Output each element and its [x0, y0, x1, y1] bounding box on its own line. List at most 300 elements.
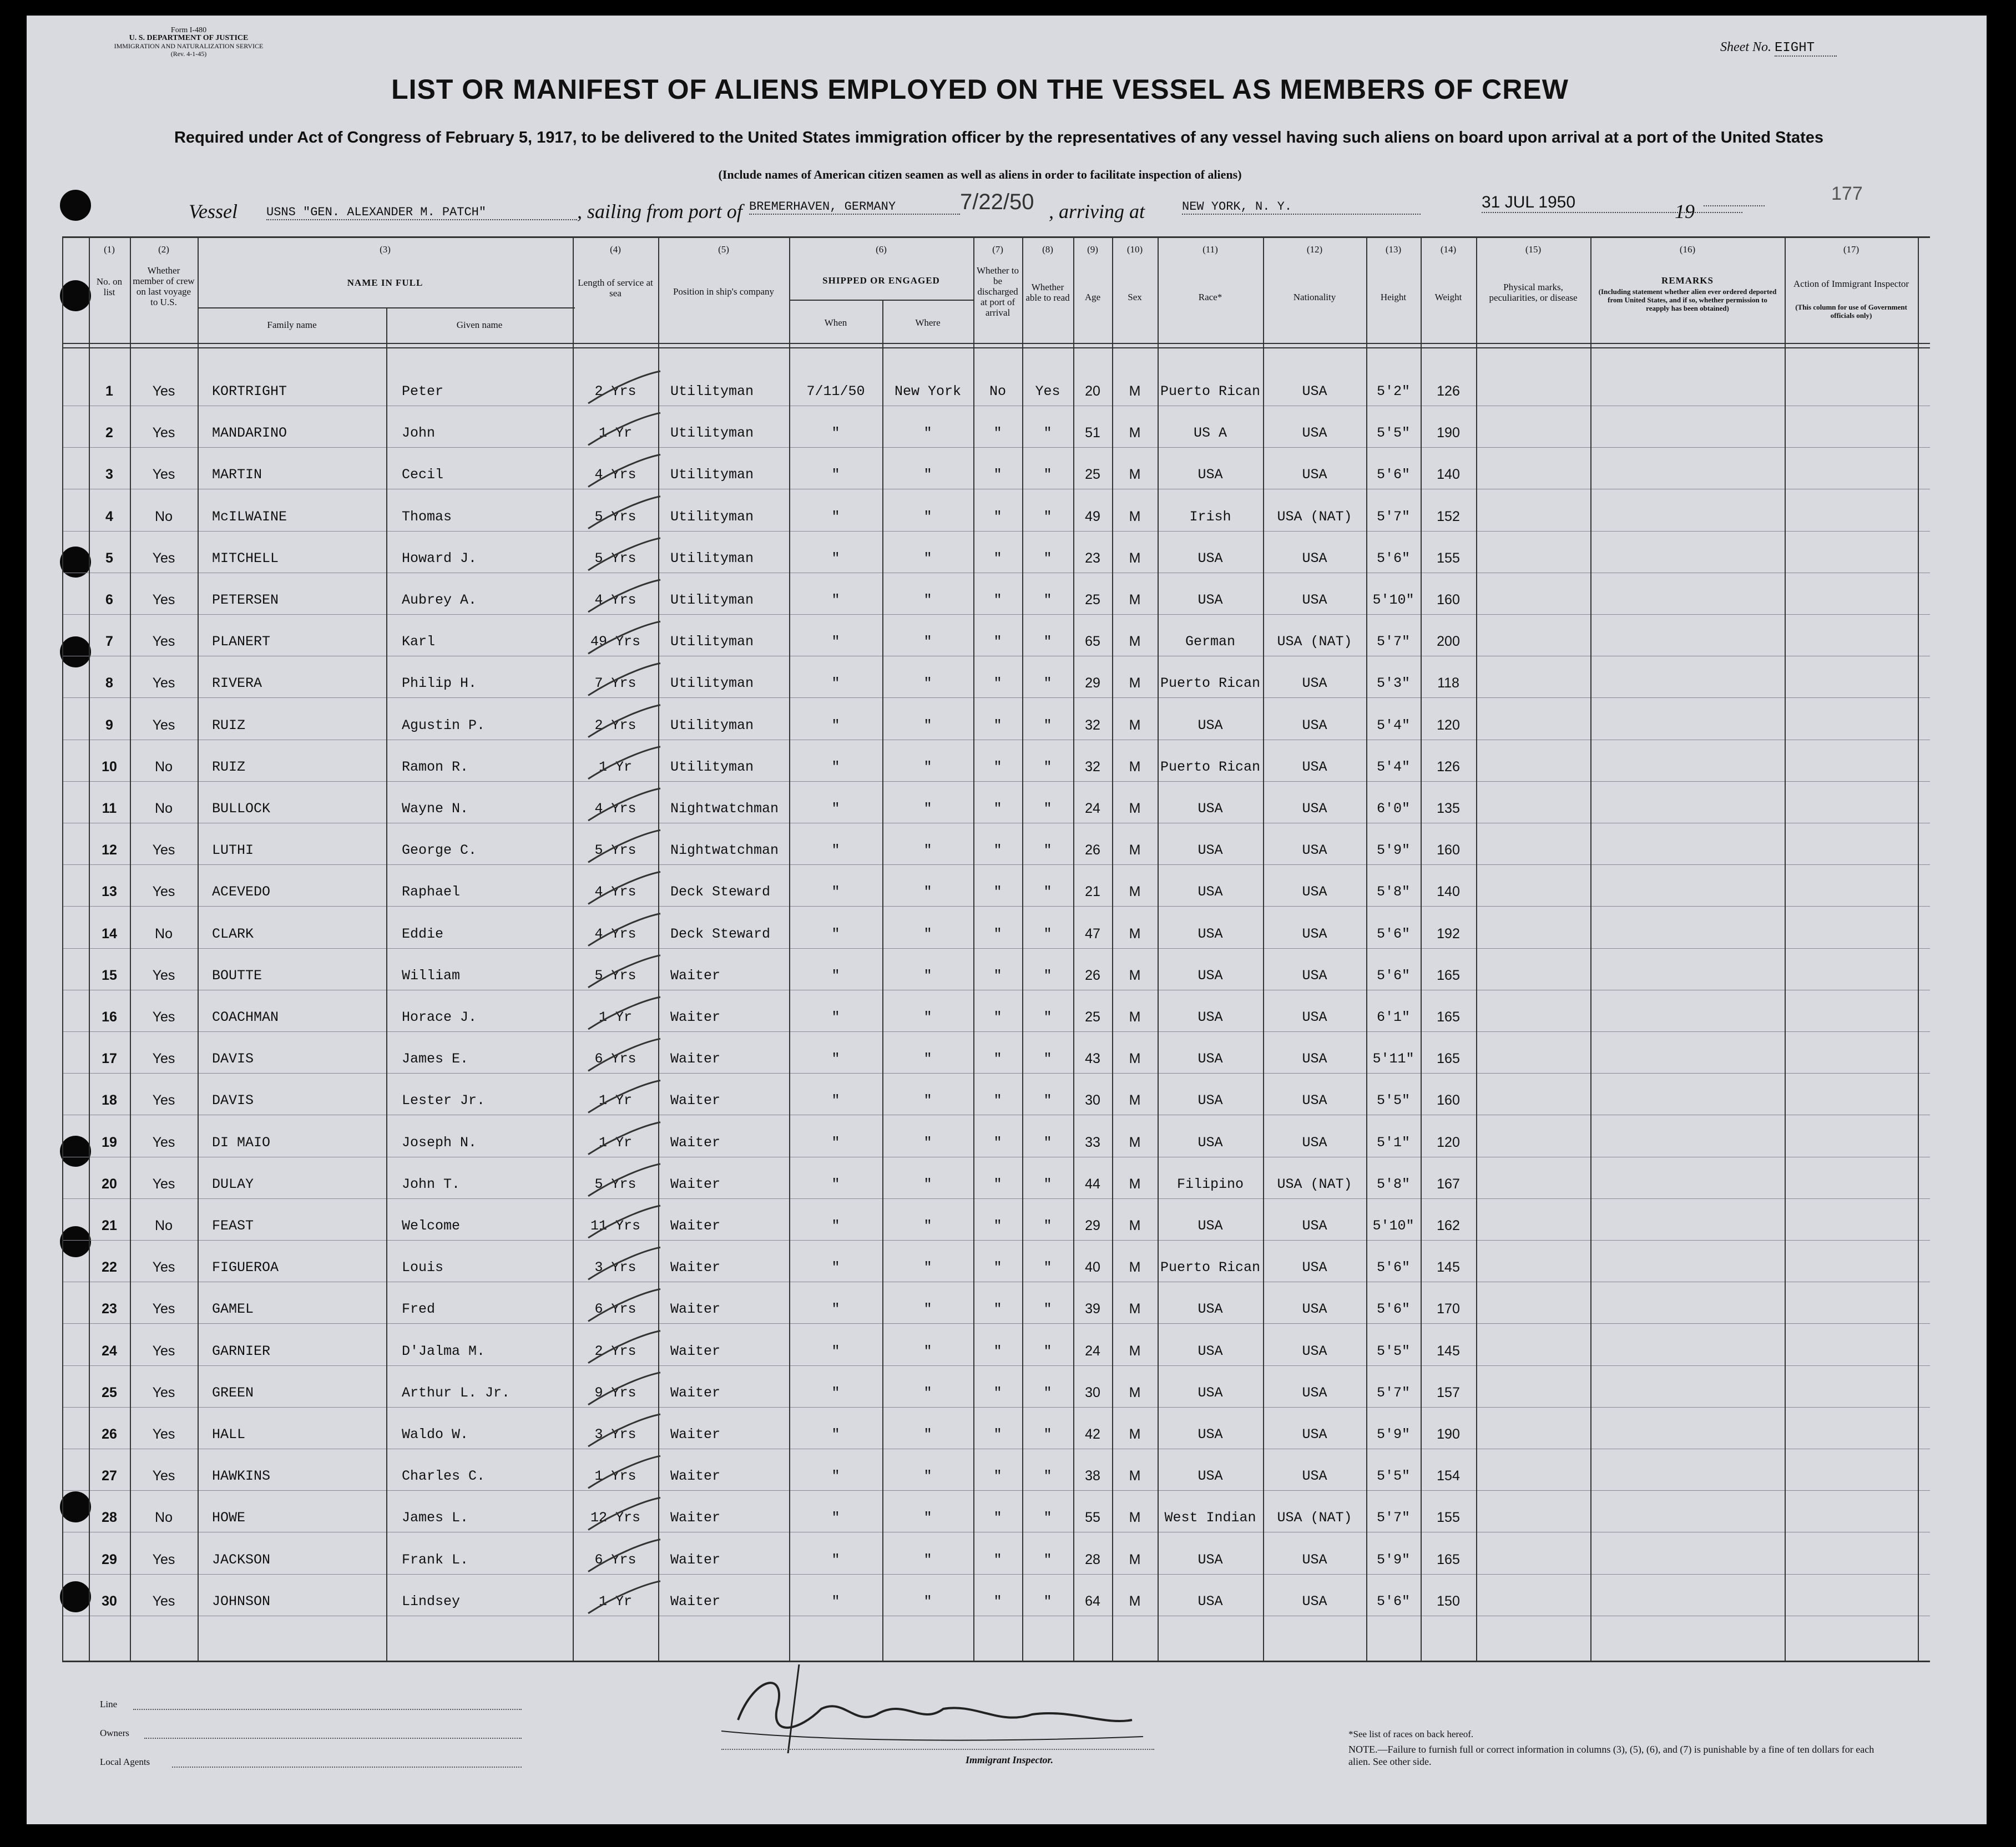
- cell-read: ": [1043, 801, 1052, 817]
- cell-race: USA: [1198, 1384, 1223, 1401]
- cell-family-name: FEAST: [212, 1218, 254, 1234]
- cell-member: Yes: [152, 383, 175, 399]
- cell-service: 12 Yrs: [590, 1510, 640, 1526]
- cell-where: ": [923, 634, 932, 650]
- cell-when: ": [831, 467, 840, 483]
- line-label: Line: [100, 1699, 118, 1709]
- cell-discharged: ": [993, 1009, 1002, 1025]
- cell-sex: M: [1129, 1051, 1141, 1067]
- cell-weight: 145: [1437, 1343, 1460, 1359]
- binder-hole: [60, 1226, 91, 1257]
- cell-when: ": [831, 1134, 840, 1151]
- inspector-label: Immigrant Inspector.: [966, 1754, 1054, 1765]
- cell-position: Waiter: [670, 1384, 721, 1401]
- cell-nationality: USA: [1302, 967, 1327, 984]
- cell-weight: 126: [1437, 758, 1460, 775]
- cell-weight: 120: [1437, 1134, 1460, 1150]
- hdr-action: Action of Immigrant Inspector: [1793, 279, 1909, 289]
- cell-discharged: ": [993, 592, 1002, 608]
- cell-weight: 155: [1437, 1510, 1460, 1526]
- cell-height: 5'4": [1376, 717, 1410, 733]
- penalty-note: NOTE.—Failure to furnish full or correct information in columns (3), (5), (6), and (7) is punishable by a fine of ten dollars for each alien. See other side.: [1348, 1744, 1874, 1767]
- cell-no: 20: [102, 1176, 117, 1192]
- cell-age: 64: [1085, 1593, 1100, 1609]
- cell-height: 5'6": [1376, 1259, 1410, 1276]
- cell-where: ": [923, 842, 932, 859]
- cell-no: 29: [102, 1551, 117, 1567]
- cell-age: 29: [1085, 675, 1100, 691]
- cell-height: 5'7": [1376, 1384, 1410, 1401]
- cell-member: No: [155, 801, 173, 816]
- cell-given-name: John T.: [402, 1176, 461, 1192]
- cell-service: 1 Yrs: [594, 1468, 636, 1485]
- cell-when: ": [831, 1426, 840, 1443]
- cell-height: 5'3": [1376, 675, 1410, 692]
- binder-hole: [60, 546, 91, 578]
- cell-when: ": [831, 592, 840, 608]
- cell-height: 5'11": [1372, 1051, 1414, 1067]
- arriving-label: , arriving at: [1049, 200, 1145, 222]
- cell-age: 47: [1085, 925, 1100, 942]
- binder-hole: [60, 190, 91, 221]
- cell-discharged: ": [993, 467, 1002, 483]
- cell-where: ": [923, 1426, 932, 1443]
- cell-family-name: LUTHI: [212, 842, 254, 859]
- cell-discharged: ": [993, 1551, 1002, 1568]
- cell-service: 4 Yrs: [594, 467, 636, 483]
- cell-given-name: Agustin P.: [402, 717, 486, 733]
- cell-weight: 165: [1437, 967, 1460, 983]
- cell-nationality: USA: [1302, 592, 1327, 608]
- cell-service: 1 Yr: [598, 1593, 632, 1610]
- cell-read: ": [1043, 1259, 1052, 1276]
- cell-given-name: Arthur L. Jr.: [402, 1384, 511, 1401]
- cell-race: USA: [1198, 1343, 1223, 1359]
- cell-position: Waiter: [670, 1468, 721, 1485]
- cell-age: 30: [1085, 1384, 1100, 1400]
- sheet-number-label: Sheet No.: [1720, 40, 1771, 54]
- cell-position: Waiter: [670, 1551, 721, 1568]
- cell-race: Puerto Rican: [1160, 383, 1261, 399]
- cell-race: USA: [1198, 801, 1223, 817]
- cell-when: ": [831, 884, 840, 900]
- cell-nationality: USA: [1302, 550, 1327, 566]
- cell-family-name: KORTRIGHT: [212, 383, 287, 399]
- cell-weight: 170: [1437, 1301, 1460, 1317]
- cell-when: ": [831, 1259, 840, 1276]
- cell-race: USA: [1198, 1301, 1223, 1318]
- cell-read: ": [1043, 1510, 1052, 1526]
- cell-age: 38: [1085, 1468, 1100, 1484]
- cell-family-name: FIGUEROA: [212, 1259, 279, 1276]
- hdr-weight: Weight: [1434, 292, 1462, 302]
- colnum-9: (9): [1087, 244, 1098, 255]
- cell-discharged: ": [993, 967, 1002, 984]
- cell-position: Utilityman: [670, 425, 754, 442]
- cell-weight: 160: [1437, 1092, 1460, 1109]
- cell-race: Irish: [1189, 508, 1231, 525]
- cell-position: Utilityman: [670, 717, 754, 733]
- cell-where: ": [923, 1551, 932, 1568]
- cell-when: ": [831, 758, 840, 775]
- cell-member: Yes: [152, 592, 175, 608]
- cell-no: 3: [105, 467, 113, 483]
- cell-when: ": [831, 1384, 840, 1401]
- cell-weight: 200: [1437, 634, 1460, 650]
- department: U. S. DEPARTMENT OF JUSTICE: [129, 34, 249, 42]
- cell-nationality: USA (NAT): [1277, 1510, 1352, 1526]
- cell-weight: 162: [1437, 1218, 1460, 1233]
- cell-family-name: PETERSEN: [212, 592, 279, 608]
- cell-no: 25: [102, 1384, 117, 1400]
- cell-weight: 135: [1437, 801, 1460, 816]
- cell-nationality: USA: [1302, 1468, 1327, 1485]
- cell-family-name: MITCHELL: [212, 550, 279, 566]
- cell-given-name: D'Jalma M.: [402, 1343, 486, 1359]
- cell-height: 6'0": [1376, 801, 1410, 817]
- cell-position: Waiter: [670, 967, 721, 984]
- cell-sex: M: [1129, 842, 1141, 858]
- cell-age: 55: [1085, 1510, 1100, 1526]
- cell-sex: M: [1129, 1384, 1141, 1400]
- binder-hole: [60, 1581, 91, 1612]
- cell-position: Utilityman: [670, 508, 754, 525]
- cell-read: ": [1043, 967, 1052, 984]
- cell-nationality: USA: [1302, 467, 1327, 483]
- cell-member: No: [155, 925, 173, 942]
- hdr-shipped-or-engaged: SHIPPED OR ENGAGED: [822, 275, 940, 286]
- cell-given-name: Raphael: [402, 884, 461, 900]
- cell-where: ": [923, 801, 932, 817]
- cell-service: 5 Yrs: [594, 1176, 636, 1192]
- cell-race: USA: [1198, 1218, 1223, 1234]
- cell-where: ": [923, 884, 932, 900]
- cell-service: 1 Yr: [598, 1092, 632, 1109]
- cell-service: 1 Yr: [598, 1009, 632, 1025]
- cell-no: 12: [102, 842, 117, 858]
- cell-when: ": [831, 1301, 840, 1318]
- cell-member: Yes: [152, 675, 175, 691]
- cell-when: 7/11/50: [806, 383, 865, 399]
- hdr-when: When: [824, 317, 847, 328]
- sailing-port: BREMERHAVEN, GERMANY: [749, 200, 960, 215]
- cell-no: 22: [102, 1259, 117, 1276]
- cell-when: ": [831, 1468, 840, 1485]
- cell-sex: M: [1129, 634, 1141, 650]
- cell-member: No: [155, 1218, 173, 1233]
- arrival-date: 31 JUL 1950: [1482, 193, 1742, 213]
- cell-family-name: RUIZ: [212, 758, 246, 775]
- cell-age: 32: [1085, 717, 1100, 733]
- cell-where: ": [923, 467, 932, 483]
- cell-age: 25: [1085, 1009, 1100, 1025]
- cell-weight: 165: [1437, 1051, 1460, 1067]
- cell-read: ": [1043, 425, 1052, 442]
- cell-race: USA: [1198, 1468, 1223, 1485]
- sheet-number: [1720, 40, 1837, 55]
- cell-family-name: GAMEL: [212, 1301, 254, 1318]
- cell-nationality: USA: [1302, 801, 1327, 817]
- cell-nationality: USA: [1302, 383, 1327, 399]
- cell-given-name: Karl: [402, 634, 436, 650]
- cell-race: Puerto Rican: [1160, 758, 1261, 775]
- cell-family-name: HAWKINS: [212, 1468, 271, 1485]
- cell-race: USA: [1198, 467, 1223, 483]
- cell-discharged: ": [993, 1176, 1002, 1192]
- hdr-position: Position in ship's company: [673, 286, 775, 297]
- cell-nationality: USA: [1302, 1551, 1327, 1568]
- cell-height: 5'6": [1376, 967, 1410, 984]
- cell-position: Waiter: [670, 1134, 721, 1151]
- cell-age: 32: [1085, 758, 1100, 775]
- revision: (Rev. 4-1-45): [170, 50, 207, 58]
- cell-member: Yes: [152, 550, 175, 566]
- cell-no: 21: [102, 1218, 117, 1233]
- hdr-member-last-voyage: Whether member of crew on last voyage to U.S.: [133, 265, 195, 307]
- cell-where: ": [923, 1510, 932, 1526]
- cell-service: 3 Yrs: [594, 1259, 636, 1276]
- cell-read: ": [1043, 717, 1052, 733]
- cell-service: 4 Yrs: [594, 884, 636, 900]
- cell-no: 18: [102, 1092, 117, 1109]
- cell-no: 5: [105, 550, 113, 566]
- cell-position: Waiter: [670, 1426, 721, 1443]
- cell-where: ": [923, 1593, 932, 1610]
- cell-sex: M: [1129, 758, 1141, 775]
- cell-member: Yes: [152, 1301, 175, 1317]
- cell-sex: M: [1129, 508, 1141, 524]
- cell-position: Waiter: [670, 1176, 721, 1192]
- cell-where: ": [923, 1092, 932, 1109]
- cell-position: Waiter: [670, 1593, 721, 1610]
- cell-sex: M: [1129, 967, 1141, 983]
- cell-read: Yes: [1035, 383, 1060, 399]
- cell-service: 1 Yr: [598, 758, 632, 775]
- cell-given-name: Frank L.: [402, 1551, 469, 1568]
- line-blank: [133, 1709, 522, 1710]
- cell-race: USA: [1198, 1551, 1223, 1568]
- cell-weight: 190: [1437, 425, 1460, 441]
- cell-when: ": [831, 1551, 840, 1568]
- cell-read: ": [1043, 508, 1052, 525]
- cell-age: 29: [1085, 1218, 1100, 1233]
- cell-position: Nightwatchman: [670, 801, 779, 817]
- cell-when: ": [831, 1593, 840, 1610]
- form-identifier: [67, 27, 311, 58]
- cell-age: 21: [1085, 884, 1100, 900]
- cell-discharged: ": [993, 1051, 1002, 1067]
- cell-given-name: Lester Jr.: [402, 1092, 486, 1109]
- cell-where: ": [923, 550, 932, 566]
- cell-when: ": [831, 1092, 840, 1109]
- cell-read: ": [1043, 1176, 1052, 1192]
- cell-discharged: ": [993, 1343, 1002, 1359]
- cell-height: 5'10": [1372, 592, 1414, 608]
- cell-no: 14: [102, 925, 117, 942]
- cell-family-name: BOUTTE: [212, 967, 262, 984]
- cell-no: 10: [102, 758, 117, 775]
- cell-discharged: ": [993, 758, 1002, 775]
- cell-height: 5'6": [1376, 925, 1410, 942]
- cell-read: ": [1043, 1343, 1052, 1359]
- cell-given-name: Ramon R.: [402, 758, 469, 775]
- cell-when: ": [831, 1051, 840, 1067]
- cell-race: German: [1185, 634, 1235, 650]
- cell-service: 5 Yrs: [594, 967, 636, 984]
- cell-where: ": [923, 1176, 932, 1192]
- cell-where: ": [923, 1218, 932, 1234]
- cell-when: ": [831, 842, 840, 859]
- cell-no: 9: [105, 717, 113, 733]
- cell-member: No: [155, 1510, 173, 1526]
- cell-member: Yes: [152, 1468, 175, 1484]
- cell-sex: M: [1129, 1092, 1141, 1109]
- year-blank: [1704, 205, 1765, 206]
- arriving-port: NEW YORK, N. Y.: [1182, 200, 1421, 215]
- colnum-11: (11): [1202, 244, 1218, 255]
- cell-position: Deck Steward: [670, 925, 771, 942]
- cell-discharged: ": [993, 884, 1002, 900]
- cell-age: 30: [1085, 1092, 1100, 1109]
- colnum-7: (7): [992, 244, 1003, 255]
- cell-member: Yes: [152, 717, 175, 733]
- cell-given-name: Horace J.: [402, 1009, 477, 1025]
- sheet-number-value: EIGHT: [1775, 41, 1837, 57]
- cell-member: Yes: [152, 1384, 175, 1400]
- colnum-17: (17): [1843, 244, 1860, 255]
- owners-blank: [144, 1738, 522, 1739]
- cell-service: 2 Yrs: [594, 383, 636, 399]
- colnum-3: (3): [380, 244, 391, 255]
- colnum-5: (5): [718, 244, 729, 255]
- cell-when: ": [831, 717, 840, 733]
- cell-weight: 126: [1437, 383, 1460, 399]
- cell-member: Yes: [152, 634, 175, 650]
- cell-when: ": [831, 508, 840, 525]
- cell-service: 5 Yrs: [594, 508, 636, 525]
- colnum-4: (4): [610, 244, 621, 255]
- cell-read: ": [1043, 1134, 1052, 1151]
- cell-nationality: USA: [1302, 925, 1327, 942]
- cell-weight: 160: [1437, 842, 1460, 858]
- hdr-no-on-list: No. on list: [96, 276, 123, 297]
- cell-nationality: USA: [1302, 1384, 1327, 1401]
- hdr-length-of-service: Length of service at sea: [578, 277, 653, 298]
- cell-nationality: USA: [1302, 1009, 1327, 1025]
- cell-service: 9 Yrs: [594, 1384, 636, 1401]
- year-label: 19: [1675, 200, 1695, 222]
- cell-height: 5'6": [1376, 1301, 1410, 1318]
- cell-nationality: USA: [1302, 1134, 1327, 1151]
- cell-given-name: James L.: [402, 1510, 469, 1526]
- cell-discharged: ": [993, 425, 1002, 442]
- cell-no: 30: [102, 1593, 117, 1609]
- cell-race: USA: [1198, 842, 1223, 859]
- binder-hole: [60, 636, 91, 667]
- colnum-12: (12): [1306, 244, 1323, 255]
- cell-discharged: ": [993, 1510, 1002, 1526]
- vessel-name: USNS "GEN. ALEXANDER M. PATCH": [266, 205, 577, 220]
- cell-age: 25: [1085, 592, 1100, 608]
- cell-weight: 150: [1437, 1593, 1460, 1609]
- cell-member: Yes: [152, 1551, 175, 1567]
- cell-given-name: William: [402, 967, 461, 984]
- cell-given-name: Charles C.: [402, 1468, 486, 1485]
- cell-age: 33: [1085, 1134, 1100, 1150]
- cell-sex: M: [1129, 801, 1141, 816]
- cell-race: Filipino: [1176, 1176, 1244, 1192]
- cell-weight: 140: [1437, 467, 1460, 483]
- cell-height: 5'7": [1376, 1510, 1410, 1526]
- cell-where: ": [923, 1343, 932, 1359]
- cell-family-name: MANDARINO: [212, 425, 287, 442]
- cell-service: 7 Yrs: [594, 675, 636, 692]
- cell-where: ": [923, 1134, 932, 1151]
- cell-nationality: USA (NAT): [1277, 508, 1352, 525]
- cell-race: USA: [1198, 884, 1223, 900]
- cell-given-name: Cecil: [402, 467, 444, 483]
- cell-member: Yes: [152, 842, 175, 858]
- cell-where: ": [923, 425, 932, 442]
- cell-given-name: Lindsey: [402, 1593, 461, 1610]
- cell-age: 23: [1085, 550, 1100, 566]
- cell-when: ": [831, 925, 840, 942]
- cell-given-name: Wayne N.: [402, 801, 469, 817]
- cell-family-name: GARNIER: [212, 1343, 271, 1359]
- cell-race: USA: [1198, 1092, 1223, 1109]
- cell-race: USA: [1198, 592, 1223, 608]
- cell-service: 1 Yr: [598, 425, 632, 442]
- cell-weight: 167: [1437, 1176, 1460, 1192]
- cell-family-name: DAVIS: [212, 1051, 254, 1067]
- cell-service: 2 Yrs: [594, 1343, 636, 1359]
- cell-when: ": [831, 1343, 840, 1359]
- cell-position: Utilityman: [670, 592, 754, 608]
- inspector-signature-line: [721, 1749, 1154, 1750]
- colnum-15: (15): [1525, 244, 1542, 255]
- cell-family-name: HOWE: [212, 1510, 246, 1526]
- cell-read: ": [1043, 1051, 1052, 1067]
- cell-height: 5'6": [1376, 550, 1410, 566]
- cell-sex: M: [1129, 1468, 1141, 1484]
- cell-sex: M: [1129, 425, 1141, 441]
- cell-service: 4 Yrs: [594, 592, 636, 608]
- cell-where: ": [923, 675, 932, 692]
- cell-position: Waiter: [670, 1259, 721, 1276]
- cell-sex: M: [1129, 383, 1141, 399]
- cell-height: 5'9": [1376, 842, 1410, 859]
- cell-no: 1: [105, 383, 113, 399]
- cell-given-name: Thomas: [402, 508, 452, 525]
- cell-race: USA: [1198, 1426, 1223, 1443]
- cell-given-name: Louis: [402, 1259, 444, 1276]
- cell-sex: M: [1129, 1301, 1141, 1317]
- cell-age: 42: [1085, 1426, 1100, 1442]
- cell-race: USA: [1198, 717, 1223, 733]
- cell-given-name: Aubrey A.: [402, 592, 477, 608]
- cell-age: 65: [1085, 634, 1100, 650]
- page-subnote: (Include names of American citizen seamen as well as aliens in order to facilitate inspection of aliens): [718, 168, 1242, 181]
- cell-when: ": [831, 801, 840, 817]
- cell-where: ": [923, 758, 932, 775]
- cell-position: Deck Steward: [670, 884, 771, 900]
- cell-where: ": [923, 967, 932, 984]
- cell-discharged: ": [993, 675, 1002, 692]
- cell-weight: 192: [1437, 925, 1460, 942]
- cell-when: ": [831, 1218, 840, 1234]
- cell-no: 7: [105, 634, 113, 650]
- cell-nationality: USA: [1302, 1593, 1327, 1610]
